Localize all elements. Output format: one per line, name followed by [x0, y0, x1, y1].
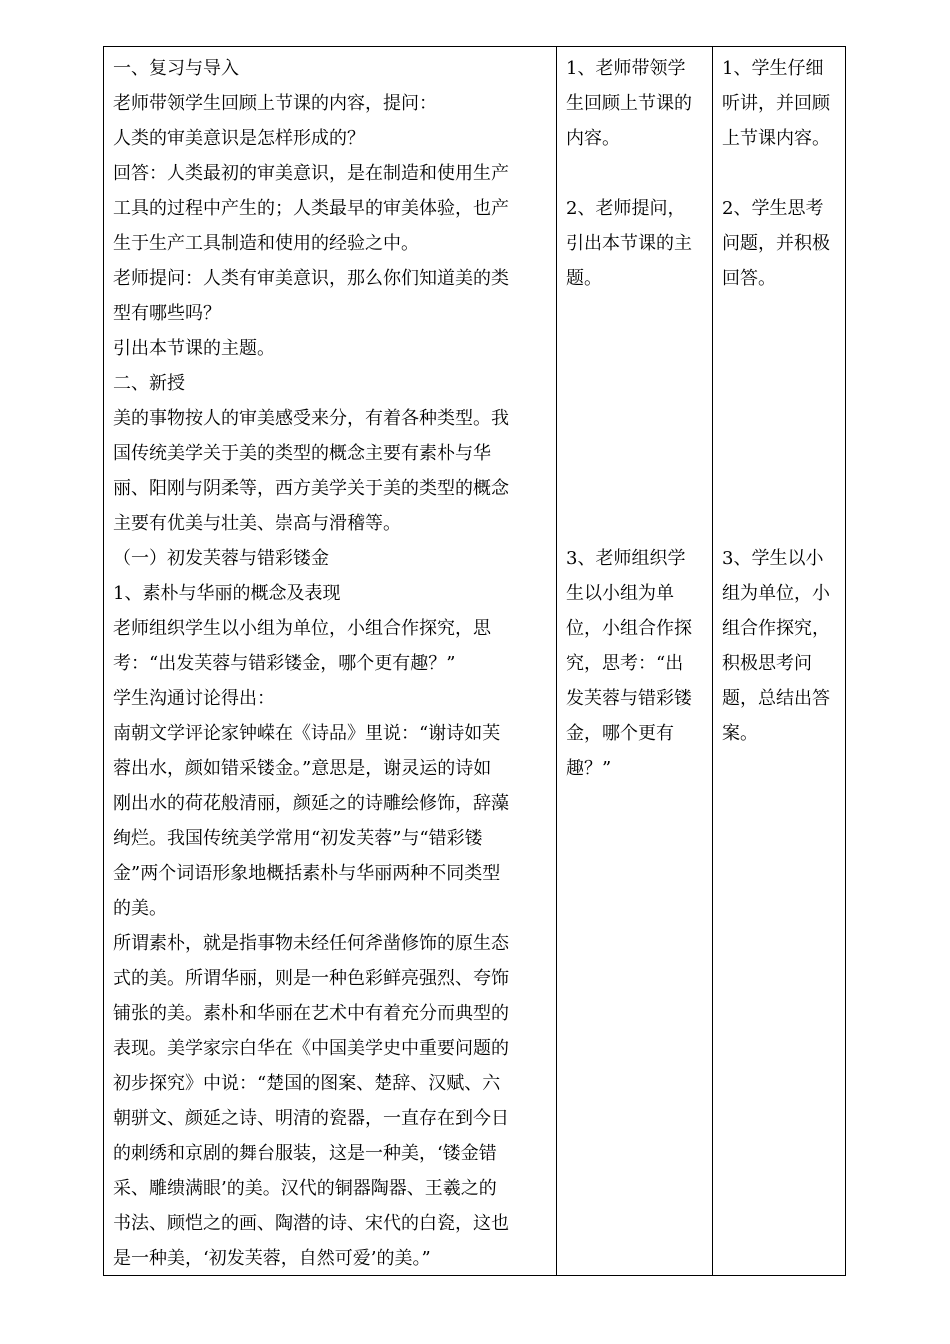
content-line: 考：“出发芙蓉与错彩镂金，哪个更有趣？” — [113, 653, 456, 674]
teacher-line: 金，哪个更有 — [566, 723, 674, 744]
lesson-plan-table — [103, 46, 846, 1276]
content-line: 刚出水的荷花般清丽，颜延之的诗雕绘修饰，辞藻 — [113, 793, 509, 814]
teacher-line: 题。 — [566, 268, 602, 289]
teacher-line: 1、老师带领学 — [566, 58, 686, 79]
content-line: 书法、顾恺之的画、陶潜的诗、宋代的白瓷，这也 — [113, 1213, 509, 1234]
content-line: 蓉出水，颜如错采镂金。”意思是，谢灵运的诗如 — [113, 758, 492, 779]
teacher-line: 生回顾上节课的 — [566, 93, 692, 114]
student-line: 3、学生以小 — [722, 548, 824, 569]
teacher-line: 生以小组为单 — [566, 583, 674, 604]
teacher-line: 发芙蓉与错彩镂 — [566, 688, 692, 709]
student-line: 积极思考问 — [722, 653, 812, 674]
content-line: 所谓素朴，就是指事物未经任何斧凿修饰的原生态 — [113, 933, 509, 954]
teacher-line: 究，思考：“出 — [566, 653, 684, 674]
content-line: 老师组织学生以小组为单位，小组合作探究，思 — [113, 618, 491, 639]
content-line: 式的美。所谓华丽，则是一种色彩鲜亮强烈、夸饰 — [113, 968, 509, 989]
teacher-line: 2、老师提问， — [566, 198, 686, 219]
student-line: 组为单位，小 — [722, 583, 830, 604]
column-divider — [712, 47, 713, 1275]
content-line: 金”两个词语形象地概括素朴与华丽两种不同类型 — [113, 863, 501, 884]
content-line: 的美。 — [113, 898, 167, 919]
content-line: 学生沟通讨论得出： — [113, 688, 275, 709]
subsection-heading: 1、素朴与华丽的概念及表现 — [113, 583, 341, 604]
content-line: 型有哪些吗？ — [113, 303, 221, 324]
content-line: 南朝文学评论家钟嵘在《诗品》里说：“谢诗如芙 — [113, 723, 501, 744]
content-line: 丽、阳刚与阴柔等，西方美学关于美的类型的概念 — [113, 478, 509, 499]
content-line: 工具的过程中产生的；人类最早的审美体验，也产 — [113, 198, 509, 219]
content-line: 美的事物按人的审美感受来分，有着各种类型。我 — [113, 408, 509, 429]
content-line: 绚烂。我国传统美学常用“初发芙蓉”与“错彩镂 — [113, 828, 483, 849]
content-line: 国传统美学关于美的类型的概念主要有素朴与华 — [113, 443, 491, 464]
teacher-line: 3、老师组织学 — [566, 548, 686, 569]
content-line: 人类的审美意识是怎样形成的？ — [113, 128, 365, 149]
content-line: 初步探究》中说：“楚国的图案、楚辞、汉赋、六 — [113, 1073, 501, 1094]
subsection-heading: （一）初发芙蓉与错彩镂金 — [113, 548, 329, 569]
content-line: 引出本节课的主题。 — [113, 338, 275, 359]
section-heading: 一、复习与导入 — [113, 58, 239, 79]
content-line: 表现。美学家宗白华在《中国美学史中重要问题的 — [113, 1038, 509, 1059]
teacher-line: 位，小组合作探 — [566, 618, 692, 639]
content-line: 老师带领学生回顾上节课的内容，提问： — [113, 93, 437, 114]
teacher-line: 内容。 — [566, 128, 620, 149]
student-line: 听讲，并回顾 — [722, 93, 830, 114]
content-line: 老师提问：人类有审美意识，那么你们知道美的类 — [113, 268, 509, 289]
content-line: 主要有优美与壮美、崇高与滑稽等。 — [113, 513, 401, 534]
student-line: 2、学生思考 — [722, 198, 824, 219]
teacher-line: 引出本节课的主 — [566, 233, 692, 254]
section-heading: 二、新授 — [113, 373, 185, 394]
content-line: 回答：人类最初的审美意识，是在制造和使用生产 — [113, 163, 509, 184]
column-divider — [556, 47, 557, 1275]
student-line: 回答。 — [722, 268, 776, 289]
student-line: 题，总结出答 — [722, 688, 830, 709]
student-line: 组合作探究， — [722, 618, 830, 639]
student-line: 1、学生仔细 — [722, 58, 824, 79]
content-line: 采、雕缋满眼’的美。汉代的铜器陶器、王羲之的 — [113, 1178, 497, 1199]
content-line: 铺张的美。素朴和华丽在艺术中有着充分而典型的 — [113, 1003, 509, 1024]
student-line: 问题，并积极 — [722, 233, 830, 254]
student-line: 上节课内容。 — [722, 128, 830, 149]
content-line: 是一种美，‘初发芙蓉，自然可爱’的美。” — [113, 1248, 431, 1269]
content-line: 的刺绣和京剧的舞台服装，这是一种美，‘镂金错 — [113, 1143, 497, 1164]
teacher-line: 趣？” — [566, 758, 612, 779]
content-line: 朝骈文、颜延之诗、明清的瓷器，一直存在到今日 — [113, 1108, 509, 1129]
student-line: 案。 — [722, 723, 758, 744]
content-line: 生于生产工具制造和使用的经验之中。 — [113, 233, 419, 254]
